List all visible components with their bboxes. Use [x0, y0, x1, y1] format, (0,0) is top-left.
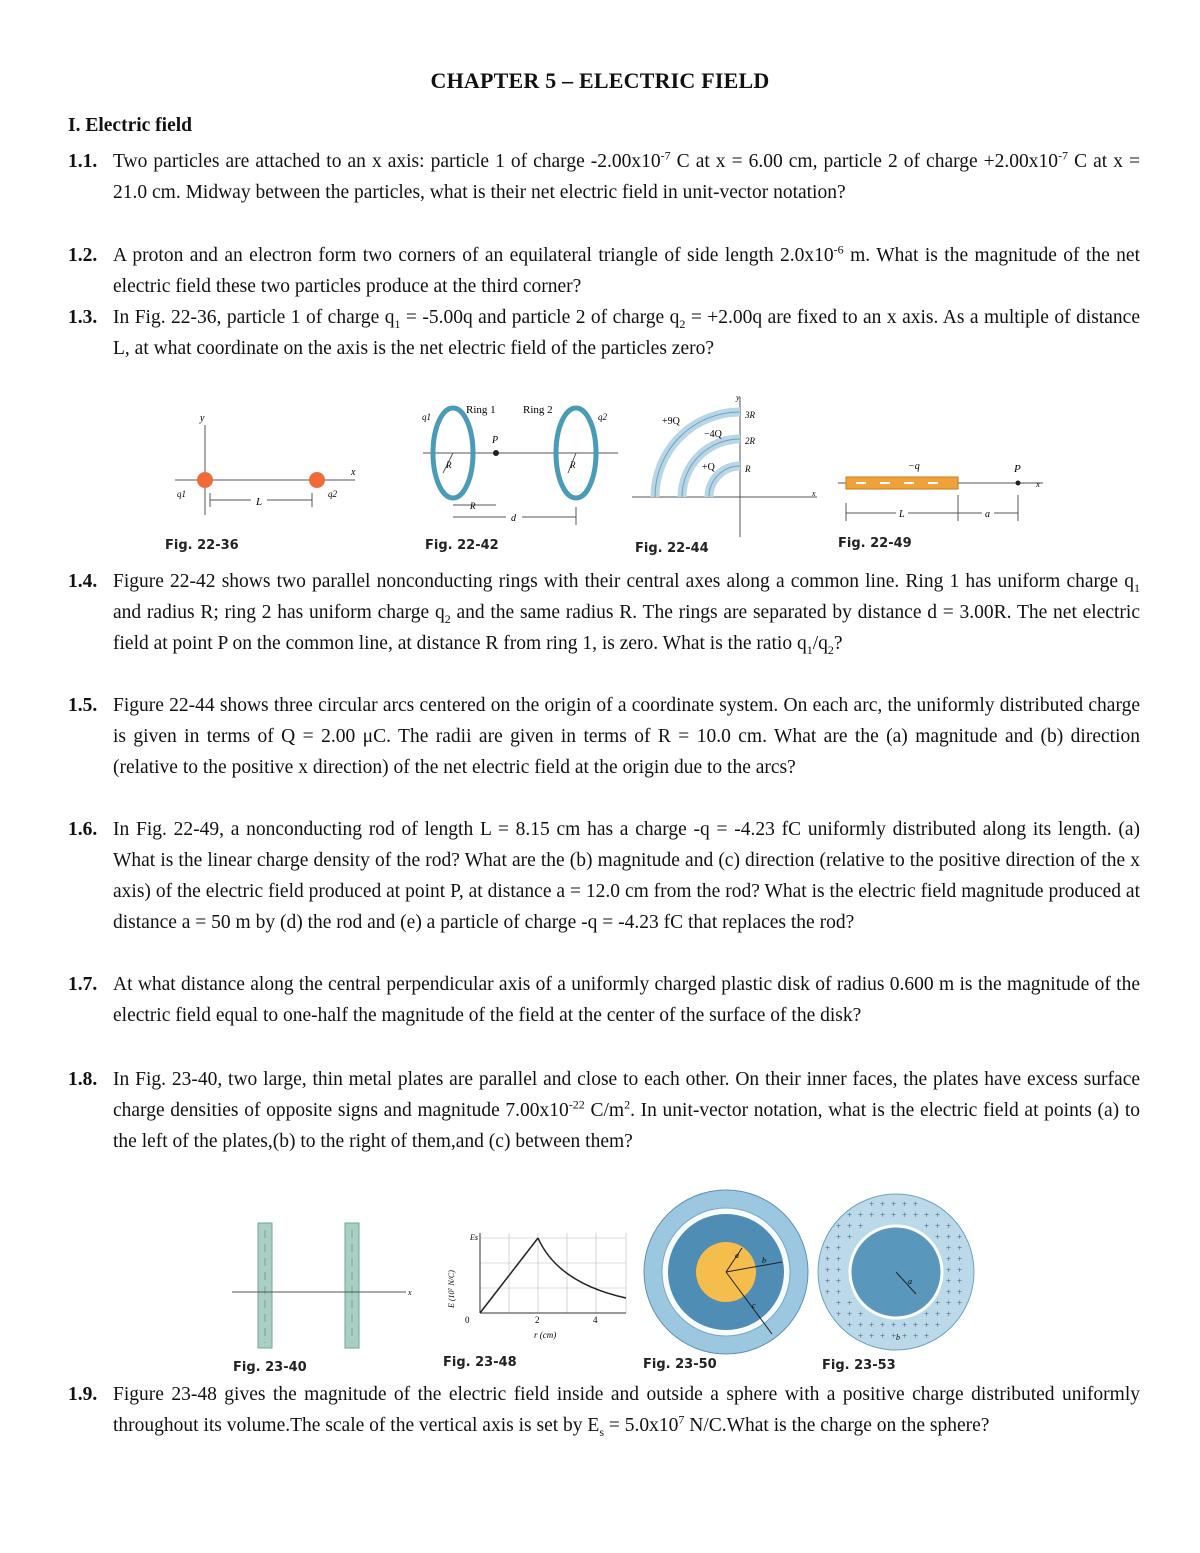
- problem-text: In Fig. 23-40, two large, thin metal plates are parallel and close to each other. On their inner faces, the plates have excess surface charge densities of opposite signs and magnitude $7.00x10^{-22}$ $C/m^2$. In unit-vector notation, what is the electric field at points (a) to the left of the plates,(b) to the right of them,and (c) between them?: [113, 1069, 1140, 1152]
- label-R3: R: [470, 501, 476, 511]
- label-a: a: [985, 509, 990, 520]
- plus-charge-mark: +: [935, 1298, 941, 1308]
- plus-charge-mark: +: [836, 1287, 842, 1297]
- tick-0: 0: [465, 1315, 470, 1325]
- plus-charge-mark: +: [902, 1210, 908, 1220]
- plus-charge-mark: +: [946, 1287, 952, 1297]
- problem-number: 1.2.: [68, 245, 98, 266]
- label-minus-q: −q: [908, 461, 920, 472]
- plus-charge-mark: +: [957, 1287, 963, 1297]
- problem-number: 1.3.: [68, 307, 98, 328]
- plus-charge-mark: +: [847, 1232, 853, 1242]
- problem-number: 1.4.: [68, 571, 98, 592]
- plus-charge-mark: +: [880, 1320, 886, 1330]
- axis-label-y: E (10⁷ N/C): [447, 1270, 456, 1308]
- plus-charge-mark: +: [836, 1221, 842, 1231]
- problem-1-8: [68, 1064, 1140, 1157]
- plus-charge-mark: +: [935, 1221, 941, 1231]
- label-R: R: [745, 464, 751, 474]
- plus-charge-mark: +: [836, 1265, 842, 1275]
- plus-charge-mark: +: [957, 1243, 963, 1253]
- problem-text: At what distance along the central perpendicular axis of a uniformly charged plastic disk of radius 0.600 m is the magnitude of the electric field equal to one-half the magnitude of the field at the center of the surface of the disk?: [113, 974, 1140, 1026]
- figure-23-53: [816, 1192, 976, 1352]
- label-q2: q2: [328, 489, 337, 499]
- particle-1: [197, 472, 213, 488]
- plus-charge-mark: +: [836, 1243, 842, 1253]
- plus-charge-mark: +: [836, 1254, 842, 1264]
- figure-22-49-label: Fig. 22-49: [838, 536, 912, 551]
- plus-charge-mark: +: [825, 1254, 831, 1264]
- point-P: [493, 450, 499, 456]
- figure-22-36: [165, 405, 365, 535]
- plus-charge-mark: +: [957, 1254, 963, 1264]
- plus-charge-mark: +: [913, 1331, 919, 1341]
- plus-charge-mark: +: [891, 1320, 897, 1330]
- plus-charge-mark: +: [935, 1232, 941, 1242]
- plus-charge-mark: +: [913, 1210, 919, 1220]
- plus-charge-mark: +: [924, 1221, 930, 1231]
- section-number: I.: [68, 115, 81, 136]
- label-q1: q1: [177, 489, 186, 499]
- problem-text: Figure 22-42 shows two parallel nonconducting rings with their central axes along a common line. Ring 1 has uniform charge $q_1$ and radius R; ring 2 has uniform charge $q_2$ and the same radius R. The rings are separated by distance d = 3.00R. The net electric field at point P on the common line, at distance R from ring 1, is zero. What is the ratio $q_1/q_2$?: [113, 571, 1140, 657]
- figure-23-48: [440, 1228, 630, 1348]
- label-b: b: [896, 1333, 900, 1342]
- figure-23-50: [642, 1188, 810, 1356]
- plus-charge-mark: +: [825, 1243, 831, 1253]
- problem-1-7: [68, 969, 1140, 1031]
- problem-number: 1.8.: [68, 1069, 98, 1090]
- plus-charge-mark: +: [858, 1331, 864, 1341]
- label-a: a: [908, 1277, 912, 1286]
- label-y: y: [736, 393, 740, 402]
- label-R2: R: [570, 460, 576, 470]
- problem-1-4: [68, 566, 1140, 659]
- label-a: a: [735, 1251, 739, 1260]
- plus-charge-mark: +: [935, 1320, 941, 1330]
- label-R1: R: [446, 460, 452, 470]
- problem-text: Figure 23-48 gives the magnitude of the electric field inside and outside a sphere with a positive charge distributed uniformly throughout its volume.The scale of the vertical axis is set by $E_s = 5.0x10^7$ N/C.What is the charge on the sphere?: [113, 1384, 1140, 1439]
- figure-22-44: [632, 392, 822, 540]
- plus-charge-mark: +: [825, 1287, 831, 1297]
- label-L: L: [899, 509, 905, 520]
- plus-charge-mark: +: [880, 1199, 886, 1209]
- label-b: b: [762, 1256, 766, 1265]
- problem-text: In Fig. 22-36, particle 1 of charge $q_1 = -5.00q$ and particle 2 of charge $q_2 = +2.00q$ are fixed to an x axis. As a multiple of distance L, at what coordinate on the axis is the net electric field of the particles zero?: [113, 307, 1140, 359]
- label-plus-9Q: +9Q: [662, 416, 680, 427]
- problem-text: Figure 22-44 shows three circular arcs centered on the origin of a coordinate system. On each arc, the uniformly distributed charge is given in terms of Q = 2.00 μC. The radii are given in terms of R = 10.0 cm. What are the (a) magnitude and (b) direction (relative to the positive x direction) of the net electric field at the origin due to the arcs?: [113, 695, 1140, 778]
- plus-charge-mark: +: [946, 1276, 952, 1286]
- label-ring-1: Ring 1: [466, 404, 496, 416]
- plus-charge-mark: +: [836, 1309, 842, 1319]
- label-2R: 2R: [745, 436, 755, 446]
- label-x: x: [351, 467, 356, 478]
- plus-charge-mark: +: [946, 1265, 952, 1275]
- label-L: L: [255, 496, 263, 508]
- plus-charge-mark: +: [869, 1331, 875, 1341]
- field-outside: [538, 1238, 626, 1298]
- plus-charge-mark: +: [913, 1199, 919, 1209]
- tick-2: 2: [535, 1315, 540, 1325]
- plus-charge-mark: +: [957, 1232, 963, 1242]
- plus-charge-mark: +: [858, 1320, 864, 1330]
- plus-charge-mark: +: [891, 1331, 897, 1341]
- plus-charge-mark: +: [891, 1210, 897, 1220]
- plus-charge-mark: +: [946, 1232, 952, 1242]
- plus-charge-mark: +: [847, 1221, 853, 1231]
- plus-charge-mark: +: [913, 1320, 919, 1330]
- problem-1-6: [68, 814, 1140, 938]
- problem-text: In Fig. 22-49, a nonconducting rod of length L = 8.15 cm has a charge -q = -4.23 fC uniformly distributed along its length. (a) What is the linear charge density of the rod? What are the (b) magnitude and (c) direction (relative to the positive direction of the x axis) of the electric field produced at point P, at distance a = 12.0 cm from the rod? What is the electric field magnitude produced at distance a = 50 m by (d) the rod and (e) a particle of charge -q = -4.23 fC that replaces the rod?: [113, 819, 1140, 933]
- tick-4: 4: [593, 1315, 598, 1325]
- problem-1-5: [68, 690, 1140, 783]
- point-P: [1016, 481, 1021, 486]
- label-3R: 3R: [745, 410, 755, 420]
- plus-charge-mark: +: [836, 1298, 842, 1308]
- problem-number: 1.6.: [68, 819, 98, 840]
- plus-charge-mark: +: [836, 1276, 842, 1286]
- label-x: x: [1036, 479, 1040, 489]
- label-plus-Q: +Q: [702, 462, 715, 473]
- plus-charge-mark: +: [869, 1320, 875, 1330]
- problem-1-2: [68, 240, 1140, 302]
- label-minus-4Q: −4Q: [704, 429, 722, 440]
- problem-number: 1.1.: [68, 151, 98, 172]
- figure-22-42: [418, 395, 623, 530]
- plus-charge-mark: +: [836, 1232, 842, 1242]
- axis-label-x: r (cm): [534, 1330, 557, 1340]
- figure-23-50-label: Fig. 23-50: [643, 1357, 717, 1372]
- label-c: c: [752, 1301, 756, 1310]
- plus-charge-mark: +: [924, 1309, 930, 1319]
- plus-charge-mark: +: [858, 1221, 864, 1231]
- plus-charge-mark: +: [858, 1210, 864, 1220]
- plus-charge-mark: +: [946, 1309, 952, 1319]
- label-q2: q2: [598, 412, 607, 422]
- particle-2: [309, 472, 325, 488]
- plus-charge-mark: +: [924, 1331, 930, 1341]
- plus-charge-mark: +: [858, 1309, 864, 1319]
- figure-23-40-label: Fig. 23-40: [233, 1360, 307, 1375]
- label-q1: q1: [422, 412, 431, 422]
- figure-23-48-label: Fig. 23-48: [443, 1355, 517, 1370]
- figure-23-40: [228, 1218, 418, 1353]
- plus-charge-mark: +: [946, 1254, 952, 1264]
- plus-charge-mark: +: [847, 1298, 853, 1308]
- page-title: CHAPTER 5 – ELECTRIC FIELD: [430, 68, 770, 93]
- problem-text: Two particles are attached to an x axis: particle 1 of charge $-2.00x10^{-7}$ C at x = 6.00 cm, particle 2 of charge $+2.00x10^{-7}$ C at x = 21.0 cm. Midway between the particles, what is their net electric field in unit-vector notation?: [113, 148, 1141, 203]
- problem-1-9: [68, 1379, 1140, 1441]
- label-P: P: [1014, 463, 1021, 475]
- plus-charge-mark: +: [825, 1265, 831, 1275]
- plus-charge-mark: +: [902, 1320, 908, 1330]
- label-y: y: [200, 413, 205, 424]
- plus-charge-mark: +: [825, 1276, 831, 1286]
- plus-charge-mark: +: [924, 1210, 930, 1220]
- label-P: P: [492, 435, 499, 446]
- plus-charge-mark: +: [902, 1331, 908, 1341]
- section-title: Electric field: [85, 115, 193, 136]
- label-ring-2: Ring 2: [523, 404, 553, 416]
- figure-22-49: [838, 455, 1048, 525]
- figure-22-42-label: Fig. 22-42: [425, 538, 499, 553]
- figure-22-44-label: Fig. 22-44: [635, 541, 709, 556]
- problem-1-1: [68, 146, 1140, 208]
- plus-charge-mark: +: [935, 1309, 941, 1319]
- plus-charge-mark: +: [946, 1221, 952, 1231]
- plus-charge-mark: +: [847, 1210, 853, 1220]
- plus-charge-mark: +: [869, 1199, 875, 1209]
- plus-charge-mark: +: [891, 1199, 897, 1209]
- plus-charge-mark: +: [924, 1320, 930, 1330]
- plus-charge-mark: +: [957, 1265, 963, 1275]
- plus-charge-mark: +: [957, 1276, 963, 1286]
- plus-charge-mark: +: [847, 1320, 853, 1330]
- label-x: x: [408, 1288, 412, 1297]
- plus-charge-mark: +: [847, 1309, 853, 1319]
- label-d: d: [511, 513, 516, 524]
- problem-1-3: [68, 302, 1140, 364]
- problem-number: 1.9.: [68, 1384, 98, 1405]
- problem-text: A proton and an electron form two corners of an equilateral triangle of side length $2.0x10^{-6}$ m. What is the magnitude of the net electric field these two particles produce at the third corner?: [113, 242, 1141, 297]
- section-heading: [68, 115, 192, 137]
- label-x: x: [812, 489, 816, 498]
- label-Es: Es: [470, 1233, 478, 1242]
- plus-charge-mark: +: [957, 1298, 963, 1308]
- plus-charge-mark: +: [935, 1210, 941, 1220]
- figure-23-53-label: Fig. 23-53: [822, 1358, 896, 1373]
- plus-charge-mark: +: [946, 1298, 952, 1308]
- plus-charge-mark: +: [946, 1243, 952, 1253]
- plus-charge-mark: +: [880, 1210, 886, 1220]
- plus-charge-mark: +: [902, 1199, 908, 1209]
- problem-number: 1.7.: [68, 974, 98, 995]
- problem-number: 1.5.: [68, 695, 98, 716]
- plus-charge-mark: +: [869, 1210, 875, 1220]
- plus-charge-mark: +: [880, 1331, 886, 1341]
- figure-22-36-label: Fig. 22-36: [165, 538, 239, 553]
